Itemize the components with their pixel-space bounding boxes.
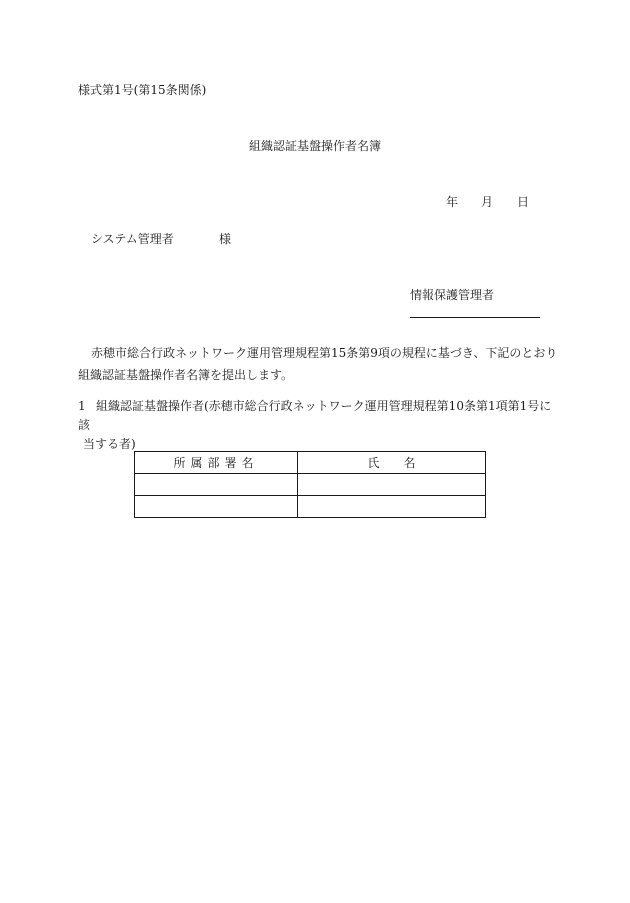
table-row (135, 496, 486, 518)
operator-roster-table (134, 451, 486, 518)
item-1 (78, 397, 561, 454)
sender-title: 情報保護管理者 (410, 288, 495, 302)
table-header-row (135, 452, 486, 474)
column-header-name-text: 氏 名 (367, 456, 416, 470)
form-number: 様式第1号(第15条関係) (78, 83, 207, 97)
item-number: 1 (78, 399, 86, 413)
date-month-label: 月 (481, 195, 494, 209)
body-paragraph: 赤穂市総合行政ネットワーク運用管理規程第15条第9項の規程に基づき、下記のとおり組織認証基盤操作者名簿を提出します。 (78, 346, 558, 382)
cell-department[interactable] (135, 496, 298, 518)
date-day-label: 日 (517, 195, 530, 209)
document-title: 組織認証基盤操作者名簿 (248, 139, 381, 153)
column-header-name (298, 452, 486, 474)
item-text-line-1: 組織認証基盤操作者(赤穂市総合行政ネットワーク運用管理規程第10条第1項第1号に該 (78, 399, 552, 432)
column-header-department: 所属部署名 (135, 452, 298, 474)
cell-name[interactable] (298, 496, 486, 518)
cell-department[interactable] (135, 474, 298, 496)
addressee-honorific: 様 (219, 232, 232, 246)
item-text-line-2: 当する者) (83, 437, 136, 451)
addressee-name: システム管理者 (91, 232, 174, 246)
cell-name[interactable] (298, 474, 486, 496)
table-row (135, 474, 486, 496)
signature-line (410, 317, 540, 318)
date-year-label: 年 (446, 195, 459, 209)
